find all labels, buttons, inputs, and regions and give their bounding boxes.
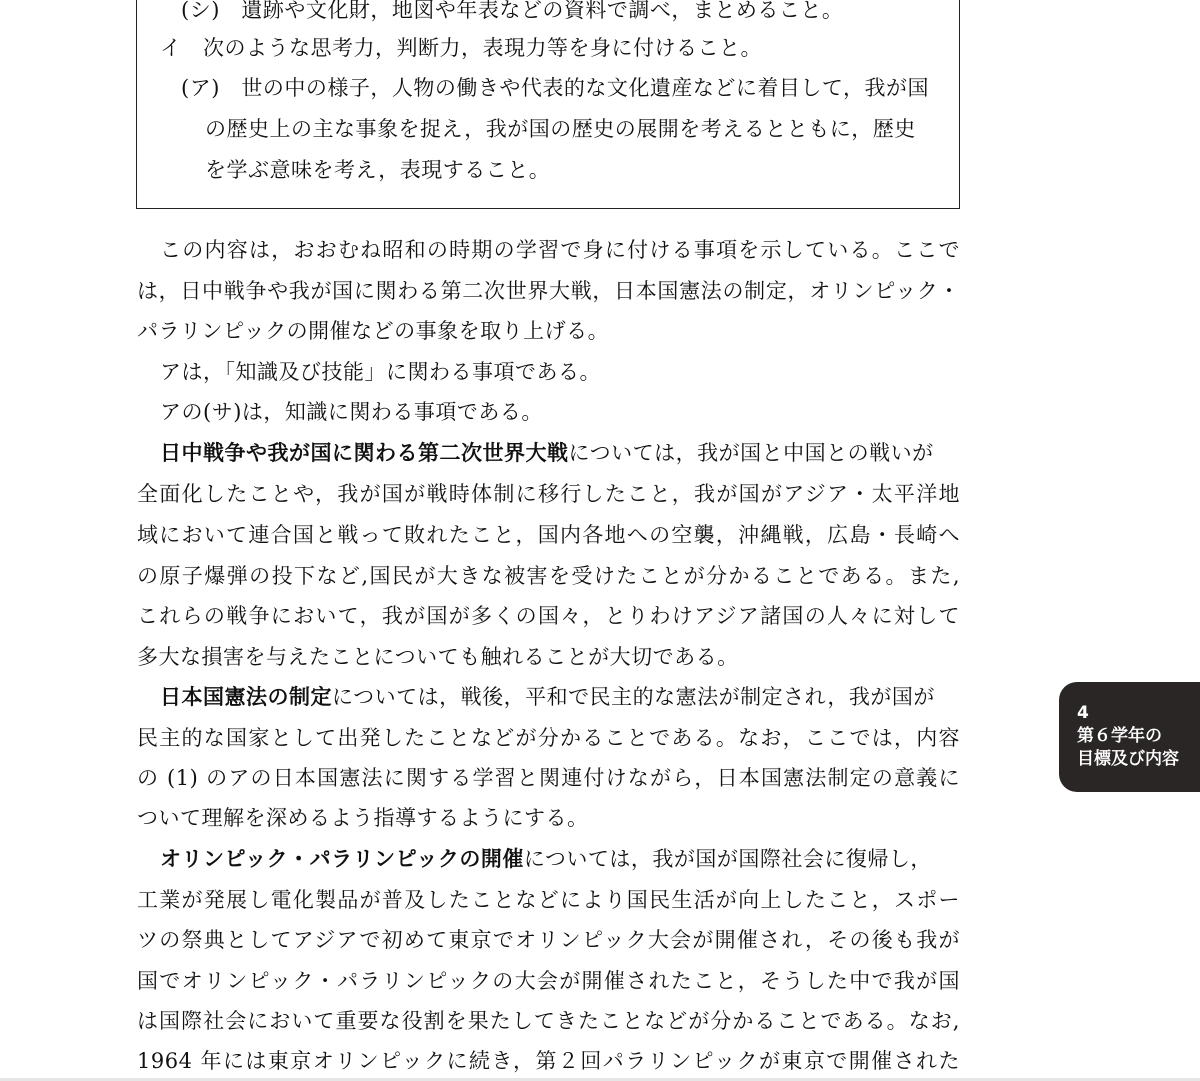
excerpt-line-shi: (シ) 遺跡や文化財，地図や年表などの資料で調べ，まとめること。 xyxy=(181,0,844,22)
paragraph-olympics-first-line xyxy=(160,849,932,870)
excerpt-line-i: イ 次のような思考力，判断力，表現力等を身に付けること。 xyxy=(160,36,762,60)
chapter-number: 4 xyxy=(1077,703,1089,723)
paragraph-war-first-line xyxy=(160,443,934,464)
paragraph-knowledge: アの(サ)は，知識に関わる事項である。 xyxy=(160,400,543,424)
heading-constitution: 日本国憲法の制定 xyxy=(160,685,332,709)
paragraph-intro-line: パラリンピックの開催などの事象を取り上げる。 xyxy=(137,319,610,343)
paragraph-knowledge-skills: アは，「知識及び技能」に関わる事項である。 xyxy=(160,360,601,384)
excerpt-line-a: (ア) 世の中の様子，人物の働きや代表的な文化遺産などに着目して，我が国 xyxy=(181,76,929,100)
heading-olympics: オリンピック・パラリンピックの開催 xyxy=(160,847,524,871)
paragraph-constitution-line: 民主的な国家として出発したことなどが分かることである。なお，ここでは，内容 xyxy=(137,726,960,750)
paragraph-constitution-line: の (1) のアの日本国憲法に関する学習と関連付けながら，日本国憲法制定の意義に xyxy=(137,766,960,790)
paragraph-intro-line: は，日中戦争や我が国に関わる第二次世界大戦，日本国憲法の制定，オリンピック・ xyxy=(137,279,960,303)
paragraph-war-line: これらの戦争において，我が国が多くの国々，とりわけアジア諸国の人々に対して xyxy=(137,604,960,628)
paragraph-olympics-line: 1964 年には東京オリンピックに続き，第２回パラリンピックが東京で開催された xyxy=(137,1049,960,1073)
paragraph-intro-line: この内容は，おおむね昭和の時期の学習で身に付ける事項を示している。ここで xyxy=(160,238,960,262)
paragraph-war-line: の原子爆弾の投下など,国民が大きな被害を受けたことが分かることである。また, xyxy=(137,564,960,588)
paragraph-war-line: 多大な損害を与えたことについても触れることが大切である。 xyxy=(137,645,739,669)
paragraph-war-text: については，我が国と中国との戦いが xyxy=(568,441,934,465)
excerpt-line-a-2: の歴史上の主な事象を捉え，我が国の歴史の展開を考えるとともに，歴史 xyxy=(205,117,916,141)
paragraph-war-line: 全面化したことや，我が国が戦時体制に移行したこと，我が国がアジア・太平洋地 xyxy=(137,482,960,506)
chapter-title-line-1: 第６学年の xyxy=(1077,726,1162,746)
chapter-tab[interactable] xyxy=(1059,682,1200,792)
paragraph-olympics-line: 工業が発展し電化製品が普及したことなどにより国民生活が向上したこと，スポー xyxy=(137,888,960,912)
excerpt-line-a-3: を学ぶ意味を考え，表現すること。 xyxy=(205,158,551,182)
paragraph-constitution-line: ついて理解を深めるよう指導するようにする。 xyxy=(137,806,589,830)
heading-war: 日中戦争や我が国に関わる第二次世界大戦 xyxy=(160,441,569,465)
paragraph-olympics-line: 国でオリンピック・パラリンピックの大会が開催されたこと，そうした中で我が国 xyxy=(137,969,960,993)
paragraph-constitution-first-line xyxy=(160,687,935,708)
paragraph-olympics-text: については，我が国が国際社会に復帰し， xyxy=(523,847,932,871)
paragraph-olympics-line: は国際社会において重要な役割を果たしてきたことなどが分かることである。なお, xyxy=(137,1009,960,1033)
chapter-title-line-2: 目標及び内容 xyxy=(1077,749,1179,769)
paragraph-constitution-text: については，戦後，平和で民主的な憲法が制定され，我が国が xyxy=(332,685,935,709)
paragraph-olympics-line: ツの祭典としてアジアで初めて東京でオリンピック大会が開催され，その後も我が xyxy=(137,928,960,952)
paragraph-war-line: 域において連合国と戦って敗れたこと，国内各地への空襲，沖縄戦，広島・長崎へ xyxy=(137,523,960,547)
